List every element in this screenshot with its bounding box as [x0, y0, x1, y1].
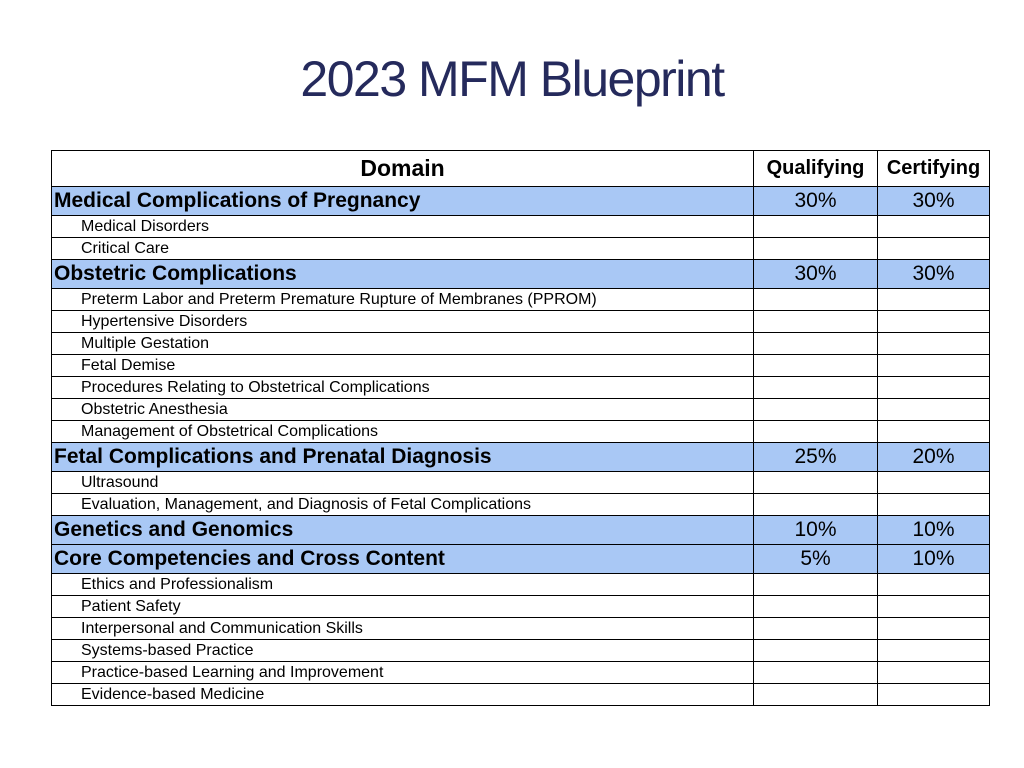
qualifying-cell: [754, 216, 878, 238]
subtopic-row: [52, 216, 990, 238]
domain-name: Obstetric Complications: [52, 260, 754, 289]
qualifying-cell: 30%: [754, 260, 878, 289]
qualifying-cell: [754, 238, 878, 260]
certifying-cell: [878, 216, 990, 238]
subtopic-name: Multiple Gestation: [52, 333, 754, 355]
table-header-row: [52, 151, 990, 187]
certifying-cell: 10%: [878, 545, 990, 574]
domain-name: Fetal Complications and Prenatal Diagnosis: [52, 443, 754, 472]
domain-name: Genetics and Genomics: [52, 516, 754, 545]
qualifying-cell: [754, 574, 878, 596]
qualifying-cell: 5%: [754, 545, 878, 574]
subtopic-row: [52, 662, 990, 684]
qualifying-cell: [754, 377, 878, 399]
subtopic-row: [52, 333, 990, 355]
subtopic-name: Ethics and Professionalism: [52, 574, 754, 596]
qualifying-cell: [754, 640, 878, 662]
certifying-cell: [878, 618, 990, 640]
certifying-cell: [878, 238, 990, 260]
domain-row: [52, 260, 990, 289]
qualifying-cell: [754, 311, 878, 333]
subtopic-name: Evaluation, Management, and Diagnosis of Fetal Complications: [52, 494, 754, 516]
certifying-cell: [878, 494, 990, 516]
subtopic-row: [52, 399, 990, 421]
subtopic-row: [52, 355, 990, 377]
subtopic-name: Practice-based Learning and Improvement: [52, 662, 754, 684]
certifying-cell: [878, 311, 990, 333]
subtopic-row: [52, 684, 990, 706]
qualifying-cell: [754, 355, 878, 377]
subtopic-row: [52, 421, 990, 443]
certifying-cell: [878, 399, 990, 421]
certifying-cell: [878, 574, 990, 596]
subtopic-row: [52, 596, 990, 618]
subtopic-row: [52, 494, 990, 516]
subtopic-row: [52, 574, 990, 596]
subtopic-name: Evidence-based Medicine: [52, 684, 754, 706]
subtopic-row: [52, 238, 990, 260]
qualifying-cell: [754, 618, 878, 640]
domain-name: Medical Complications of Pregnancy: [52, 187, 754, 216]
certifying-cell: 10%: [878, 516, 990, 545]
subtopic-row: [52, 618, 990, 640]
certifying-cell: [878, 472, 990, 494]
subtopic-name: Systems-based Practice: [52, 640, 754, 662]
qualifying-cell: [754, 494, 878, 516]
certifying-cell: 30%: [878, 187, 990, 216]
header-qualifying: Qualifying: [754, 151, 878, 187]
certifying-cell: [878, 596, 990, 618]
qualifying-cell: [754, 421, 878, 443]
certifying-cell: [878, 662, 990, 684]
certifying-cell: [878, 289, 990, 311]
qualifying-cell: [754, 684, 878, 706]
header-certifying: Certifying: [878, 151, 990, 187]
qualifying-cell: [754, 596, 878, 618]
subtopic-name: Critical Care: [52, 238, 754, 260]
certifying-cell: [878, 684, 990, 706]
qualifying-cell: [754, 399, 878, 421]
domain-row: [52, 516, 990, 545]
subtopic-row: [52, 472, 990, 494]
subtopic-row: [52, 640, 990, 662]
qualifying-cell: [754, 289, 878, 311]
subtopic-row: [52, 311, 990, 333]
subtopic-name: Medical Disorders: [52, 216, 754, 238]
subtopic-name: Management of Obstetrical Complications: [52, 421, 754, 443]
domain-row: [52, 545, 990, 574]
domain-row: [52, 187, 990, 216]
qualifying-cell: [754, 333, 878, 355]
qualifying-cell: [754, 472, 878, 494]
page-title: 2023 MFM Blueprint: [300, 51, 724, 107]
qualifying-cell: [754, 662, 878, 684]
subtopic-name: Procedures Relating to Obstetrical Complications: [52, 377, 754, 399]
table-body: [52, 187, 990, 706]
subtopic-row: [52, 289, 990, 311]
certifying-cell: 30%: [878, 260, 990, 289]
domain-row: [52, 443, 990, 472]
subtopic-name: Obstetric Anesthesia: [52, 399, 754, 421]
subtopic-name: Fetal Demise: [52, 355, 754, 377]
subtopic-name: Ultrasound: [52, 472, 754, 494]
qualifying-cell: 25%: [754, 443, 878, 472]
subtopic-name: Hypertensive Disorders: [52, 311, 754, 333]
certifying-cell: [878, 421, 990, 443]
subtopic-name: Preterm Labor and Preterm Premature Rupture of Membranes (PPROM): [52, 289, 754, 311]
domain-name: Core Competencies and Cross Content: [52, 545, 754, 574]
qualifying-cell: 30%: [754, 187, 878, 216]
subtopic-name: Patient Safety: [52, 596, 754, 618]
certifying-cell: [878, 333, 990, 355]
subtopic-name: Interpersonal and Communication Skills: [52, 618, 754, 640]
certifying-cell: [878, 377, 990, 399]
qualifying-cell: 10%: [754, 516, 878, 545]
certifying-cell: 20%: [878, 443, 990, 472]
certifying-cell: [878, 355, 990, 377]
header-domain: Domain: [52, 151, 754, 187]
subtopic-row: [52, 377, 990, 399]
certifying-cell: [878, 640, 990, 662]
blueprint-table: [51, 150, 990, 706]
